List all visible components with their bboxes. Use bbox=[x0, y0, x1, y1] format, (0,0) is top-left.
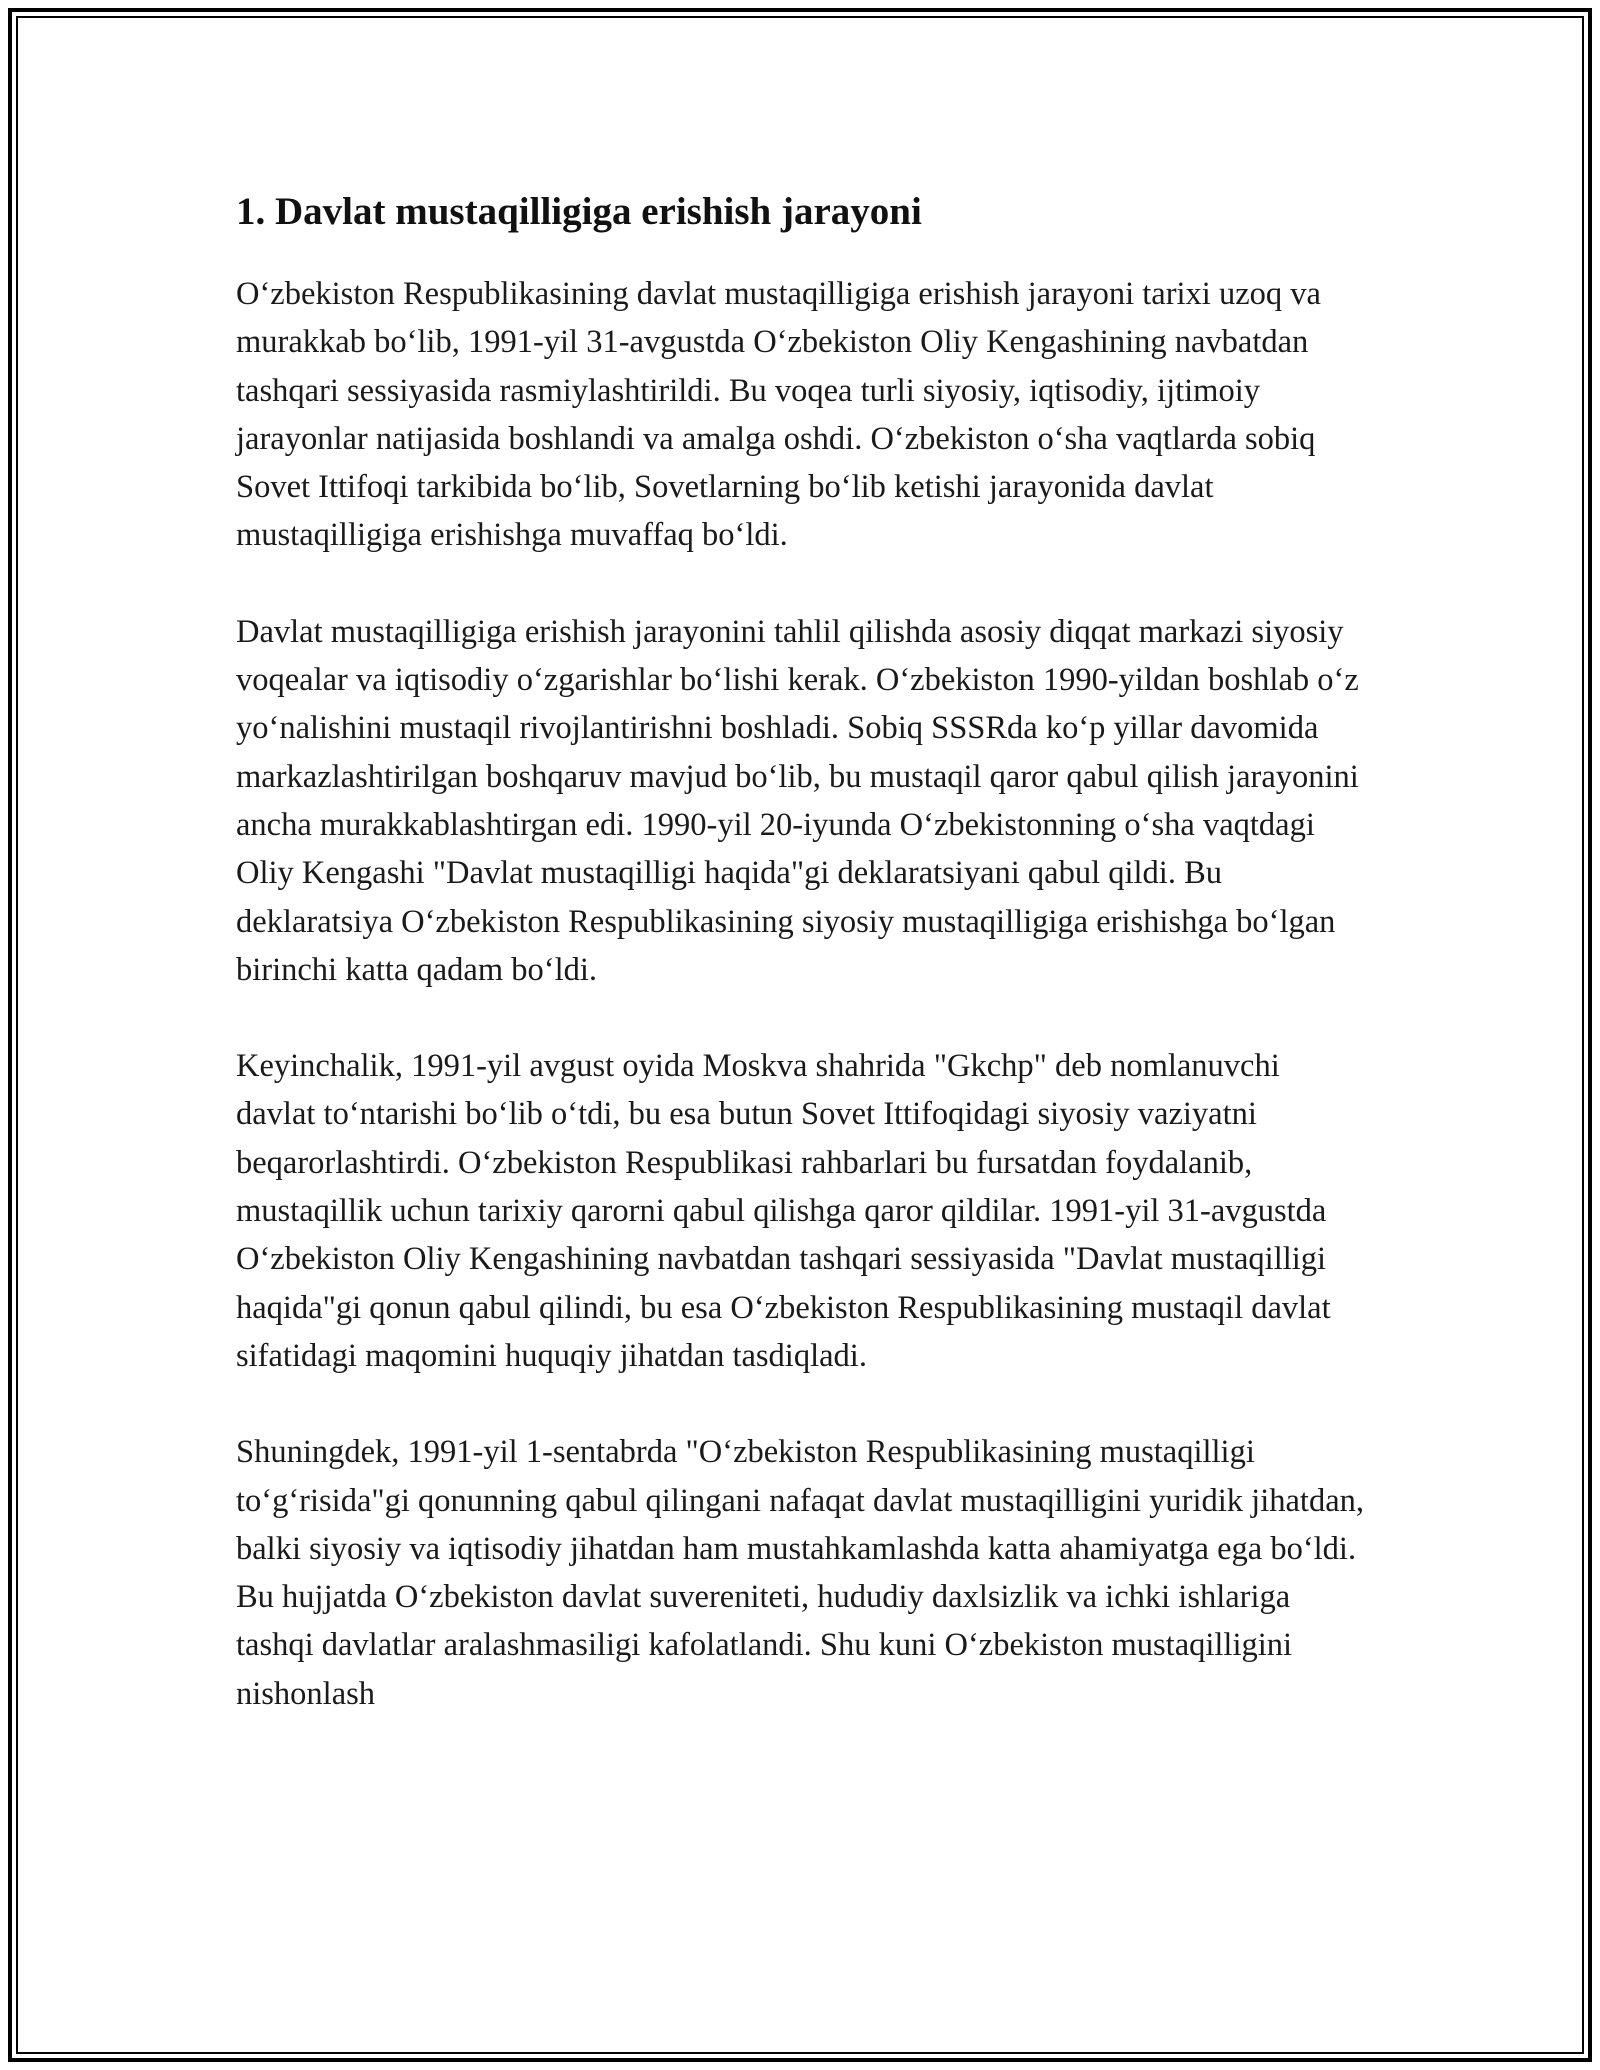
paragraph-2: Davlat mustaqilligiga erishish jarayonini tahlil qilishda asosiy diqqat markazi siyosiy voqealar va iqtisodiy o‘zgarishlar bo‘lishi kerak. O‘zbekiston 1990-yildan boshlab o‘z yo‘nalishini mustaqil rivojlantirishni boshladi. Sobiq SSSRda ko‘p yillar davomida markazlashtirilgan boshqaruv mavjud bo‘lib, bu mustaqil qaror qabul qilish jarayonini ancha murakkablashtirgan edi. 1990-yil 20-iyunda O‘zbekistonning o‘sha vaqtdagi Oliy Kengashi "Davlat mustaqilligi haqida"gi deklaratsiyani qabul qildi. Bu deklaratsiya O‘zbekiston Respublikasining siyosiy mustaqilligiga erishishga bo‘lgan birinchi katta qadam bo‘ldi. bbox=[236, 613, 1359, 988]
paragraph-1: O‘zbekiston Respublikasining davlat mustaqilligiga erishish jarayoni tarixi uzoq va murakkab bo‘lib, 1991-yil 31-avgustda O‘zbekiston Oliy Kengashining navbatdan tashqari sessiyasida rasmiylashtirildi. Bu voqea turli siyosiy, iqtisodiy, ijtimoiy jarayonlar natijasida boshlandi va amalga oshdi. O‘zbekiston o‘sha vaqtlarda sobiq Sovet Ittifoqi tarkibida bo‘lib, Sovetlarning bo‘lib ketishi jarayonida davlat mustaqilligiga erishishga muvaffaq bo‘ldi. bbox=[236, 276, 1321, 554]
paragraph-4: Shuningdek, 1991-yil 1-sentabrda "O‘zbekiston Respublikasining mustaqilligi to‘g‘risida"gi qonunning qabul qilingani nafaqat davlat mustaqilligini yuridik jihatdan, balki siyosiy va iqtisodiy jihatdan ham mustahkamlashda katta ahamiyatga ega bo‘ldi. Bu hujjatda O‘zbekiston davlat suvereniteti, hududiy daxlsizlik va ichki ishlariga tashqi davlatlar aralashmasiligi kafolatlandi. Shu kuni O‘zbekiston mustaqilligini nishonlash bbox=[236, 1434, 1364, 1712]
section-heading: 1. Davlat mustaqilligiga erishish jarayoni bbox=[236, 190, 922, 233]
paragraph-3: Keyinchalik, 1991-yil avgust oyida Moskva shahrida "Gkchp" deb nomlanuvchi davlat to‘ntarishi bo‘lib o‘tdi, bu esa butun Sovet Ittifoqidagi siyosiy vaziyatni beqarorlashtirdi. O‘zbekiston Respublikasi rahbarlari bu fursatdan foydalanib, mustaqillik uchun tarixiy qarorni qabul qilishga qaror qildilar. 1991-yil 31-avgustda O‘zbekiston Oliy Kengashining navbatdan tashqari sessiyasida "Davlat mustaqilligi haqida"gi qonun qabul qilindi, bu esa O‘zbekiston Respublikasining mustaqil davlat sifatidagi maqomini huquqiy jihatdan tasdiqladi. bbox=[236, 1048, 1331, 1374]
document-body bbox=[236, 184, 1366, 1766]
